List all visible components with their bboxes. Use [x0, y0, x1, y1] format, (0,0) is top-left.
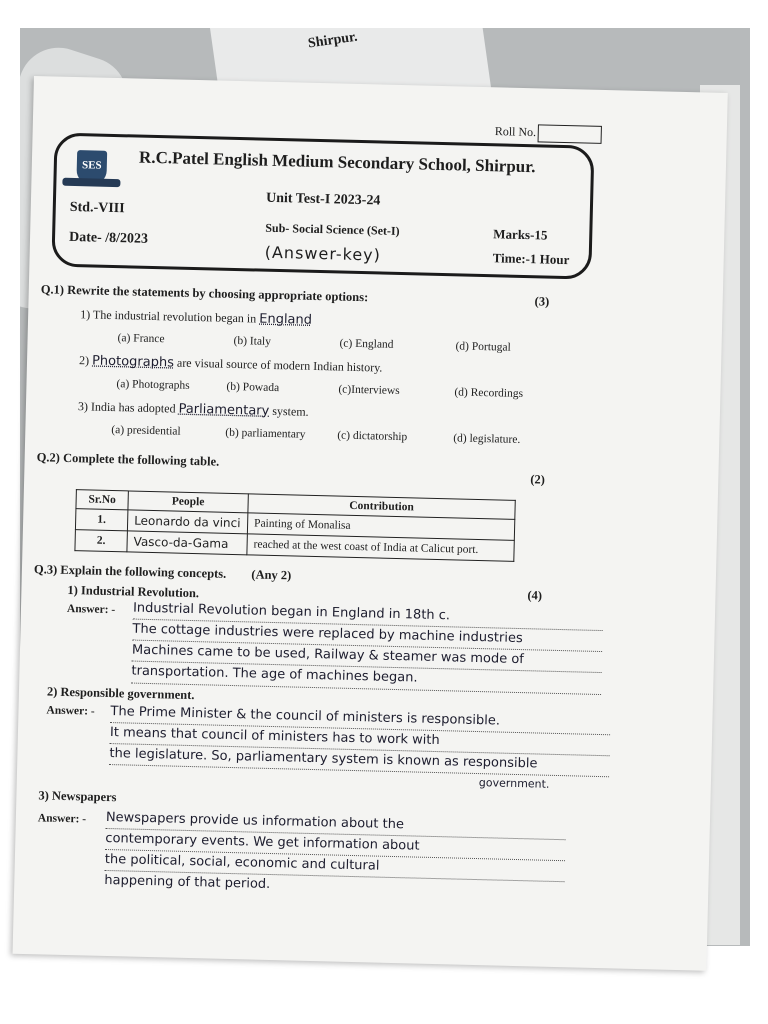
answer-line: happening of that period. — [104, 873, 271, 893]
q2-marks: (2) — [530, 472, 546, 487]
answer-key-handwritten: (Answer-key) — [264, 242, 382, 265]
answer-line: the legislature. So, parliamentary system is known as responsible — [109, 744, 609, 777]
q1-item-1-answer: England — [259, 311, 313, 328]
answer-line: government. — [478, 776, 550, 792]
column-header-contribution: Contribution — [248, 494, 515, 520]
subject: Sub- Social Science (Set-I) — [265, 220, 400, 238]
q3-heading — [34, 562, 292, 583]
logo-ribbon — [62, 178, 120, 187]
answer-line: The cottage industries were replaced by machine industries — [132, 620, 602, 653]
roll-number — [495, 123, 603, 144]
q3-item-2-answer-label: Answer: - — [46, 704, 95, 718]
answer-line: transportation. The age of machines began. — [131, 662, 601, 695]
standard: Std.-VIII — [69, 199, 125, 217]
q3-item-1-answer-label: Answer: - — [66, 602, 116, 617]
total-marks: Marks-15 — [493, 226, 548, 243]
q1-item-2-suffix: are visual source of modern Indian history. — [173, 355, 383, 375]
q2-heading: Q.2) Complete the following table. — [36, 450, 220, 469]
q1-2-option-b: (b) Powada — [226, 380, 280, 395]
answer-line: The Prime Minister & the council of ministers is responsible. — [110, 702, 610, 735]
column-header-srno: Sr.No — [76, 490, 128, 510]
unit-test: Unit Test-I 2023-24 — [265, 190, 381, 209]
q1-2-option-c: (c)Interviews — [338, 383, 400, 398]
contribution-table — [74, 489, 515, 562]
roll-label: Roll No. — [494, 124, 537, 140]
q3-heading-text: Q.3) Explain the following concepts. — [33, 562, 227, 581]
logo-shield: SES — [76, 150, 107, 185]
cell-srno: 2. — [75, 530, 127, 552]
answer-line: It means that council of ministers has to work with — [110, 723, 610, 756]
q1-item-3 — [78, 399, 309, 420]
roll-number-box — [538, 124, 602, 144]
answer-line: contemporary events. We get information about — [105, 829, 565, 861]
q3-item-1-title: 1) Industrial Revolution. — [67, 582, 200, 601]
answer-line: Newspapers provide us information about the — [106, 808, 566, 840]
q3-item-2-title: 2) Responsible government. — [46, 684, 195, 703]
q1-item-3-suffix: system. — [269, 403, 309, 419]
q1-item-1-prefix: 1) The industrial revolution began in — [80, 307, 260, 326]
q1-3-option-d: (d) legislature. — [453, 432, 521, 446]
column-header-people: People — [128, 491, 248, 513]
q1-item-2-answer: Photographs — [91, 353, 175, 371]
q1-item-3-prefix: 3) India has adopted — [77, 399, 179, 416]
q1-3-option-b: (b) parliamentary — [225, 426, 306, 441]
q3-item-3-answer — [104, 808, 566, 903]
q1-1-option-d: (d) Portugal — [455, 340, 511, 354]
cell-contribution: Painting of Monalisa — [247, 513, 514, 541]
q1-1-option-c: (c) England — [339, 337, 394, 351]
q1-1-option-a: (a) France — [117, 332, 165, 346]
cell-people: Vasco-da-Gama — [127, 531, 247, 555]
answer-line: the political, social, economic and cultural — [105, 850, 565, 882]
underlying-sheet-text: Shirpur. — [307, 29, 359, 52]
q3-any: (Any 2) — [251, 567, 292, 583]
q3-item-3-title: 3) Newspapers — [38, 788, 117, 805]
q1-item-2 — [79, 353, 383, 375]
school-name: R.C.Patel English Medium Secondary School, Shirpur. — [138, 147, 536, 177]
cell-srno: 1. — [75, 509, 127, 531]
q1-3-option-a: (a) presidential — [111, 423, 181, 438]
q1-3-option-c: (c) dictatorship — [337, 429, 408, 444]
q3-marks: (4) — [527, 588, 543, 603]
answer-line: Industrial Revolution began in England in 18th c. — [133, 599, 603, 632]
school-logo — [62, 150, 127, 192]
q1-item-3-answer: Parliamentary — [178, 401, 270, 419]
q3-item-2-answer — [109, 702, 611, 795]
q1-item-2-prefix: 2) — [78, 353, 93, 368]
q1-heading: Q.1) Rewrite the statements by choosing appropriate options: — [40, 282, 369, 305]
exam-date: Date- /8/2023 — [68, 229, 149, 247]
exam-header — [51, 133, 594, 280]
q1-1-option-b: (b) Italy — [233, 334, 272, 348]
answer-sheet — [13, 76, 728, 971]
q1-2-option-a: (a) Photographs — [116, 378, 190, 392]
q1-marks: (3) — [534, 294, 550, 309]
answer-line: Machines came to be used, Railway & steamer was mode of — [132, 641, 602, 674]
exam-time: Time:-1 Hour — [492, 250, 570, 268]
q3-item-3-answer-label: Answer: - — [37, 812, 87, 826]
cell-people: Leonardo da vinci — [127, 510, 247, 534]
q1-item-1 — [80, 307, 312, 328]
q3-item-1-answer — [131, 599, 603, 695]
q1-2-option-d: (d) Recordings — [454, 386, 524, 401]
cell-contribution: reached at the west coast of India at Calicut port. — [247, 534, 514, 562]
